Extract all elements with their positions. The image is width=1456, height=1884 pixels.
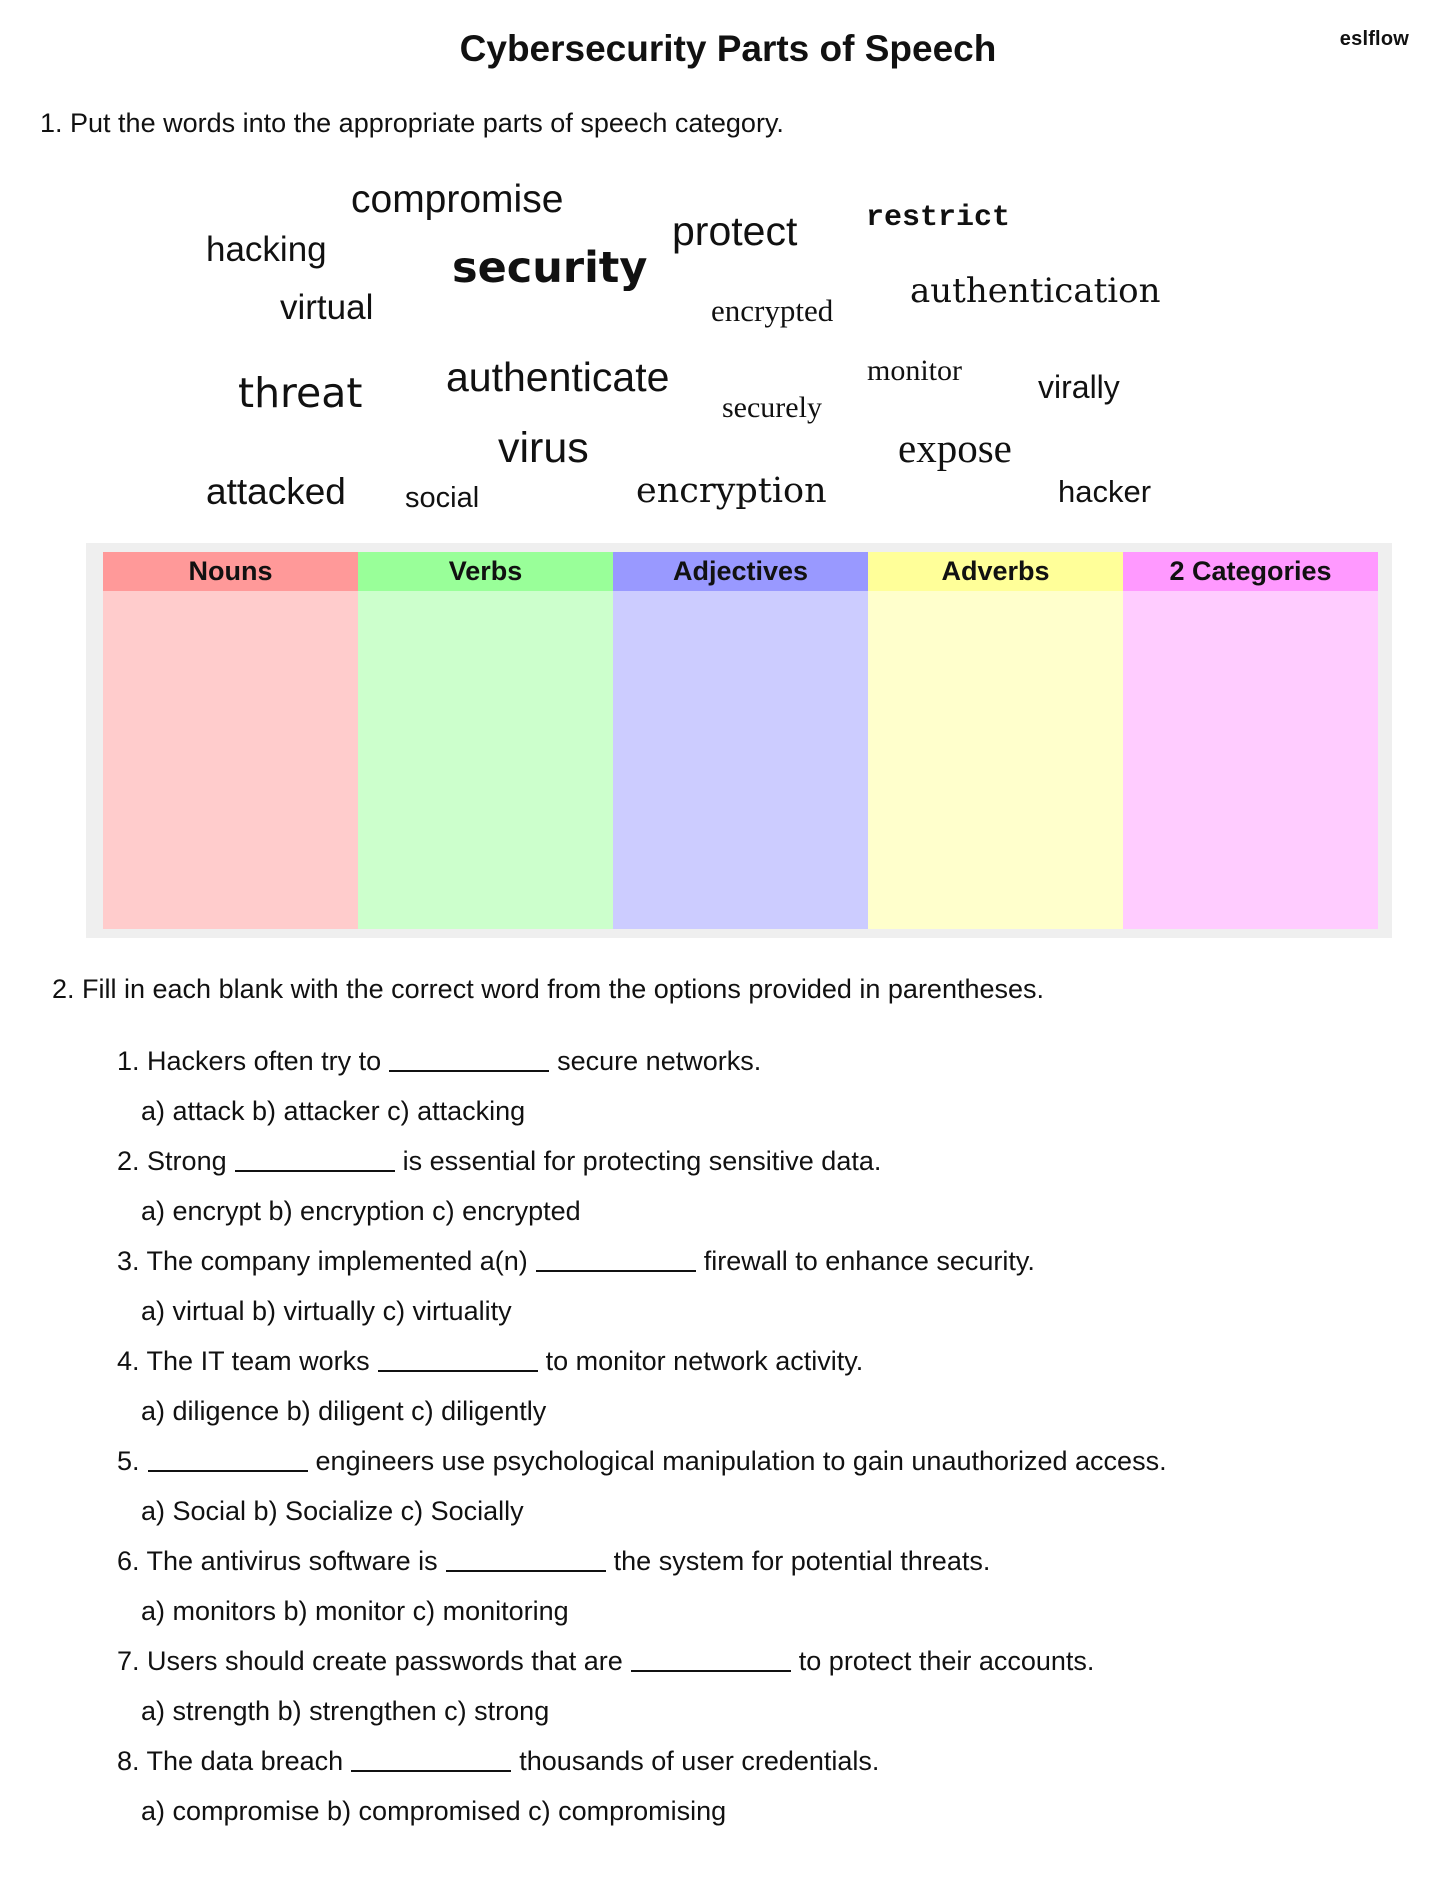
answer-blank[interactable] (378, 1346, 538, 1372)
column-header-nouns: Nouns (103, 552, 358, 591)
sentence-before: The data breach (146, 1746, 344, 1776)
answer-blank[interactable] (446, 1546, 606, 1572)
sentence-after: is essential for protecting sensitive data. (402, 1146, 882, 1176)
column-adjectives (613, 552, 868, 929)
item-number: 5. (117, 1446, 140, 1476)
word-bank-item: security (452, 243, 648, 293)
answer-blank[interactable] (235, 1146, 395, 1172)
answer-blank[interactable] (631, 1646, 791, 1672)
sentence-before: Hackers often try to (147, 1046, 382, 1076)
column-header-verbs: Verbs (358, 552, 613, 591)
answer-options: a) monitors b) monitor c) monitoring (141, 1596, 569, 1626)
word-bank-item: threat (238, 369, 363, 417)
sentence-after: firewall to enhance security. (703, 1246, 1035, 1276)
column-two-categories (1123, 552, 1378, 929)
brand-logo-text: eslflow (1339, 28, 1409, 50)
answer-options: a) encrypt b) encryption c) encrypted (141, 1196, 581, 1226)
sentence-after: to protect their accounts. (798, 1646, 1095, 1676)
column-header-adjectives: Adjectives (613, 552, 868, 591)
column-area-adverbs[interactable] (868, 591, 1123, 929)
word-bank-item: authentication (910, 271, 1161, 311)
word-bank-item: securely (722, 391, 822, 424)
item-number: 8. (117, 1746, 140, 1776)
sentence-before: Strong (147, 1146, 227, 1176)
answer-options: a) virtual b) virtually c) virtuality (141, 1296, 512, 1326)
answer-options: a) diligence b) diligent c) diligently (141, 1396, 547, 1426)
page-title: Cybersecurity Parts of Speech (459, 28, 997, 69)
answer-blank[interactable] (536, 1246, 696, 1272)
parts-of-speech-table (86, 543, 1392, 938)
column-header-two-categories: 2 Categories (1123, 552, 1378, 591)
item-number: 3. (117, 1246, 140, 1276)
word-bank-item: expose (898, 425, 1012, 471)
answer-options: a) compromise b) compromised c) compromising (141, 1796, 727, 1826)
answer-blank[interactable] (389, 1046, 549, 1072)
word-bank-item: social (405, 482, 480, 514)
answer-blank[interactable] (351, 1746, 511, 1772)
sentence-after: thousands of user credentials. (519, 1746, 880, 1776)
sentence-before: The IT team works (146, 1346, 370, 1376)
word-bank-item: virus (498, 424, 589, 472)
word-bank-item: protect (672, 208, 798, 254)
column-verbs (358, 552, 613, 929)
sentence-after: to monitor network activity. (545, 1346, 864, 1376)
column-area-two-categories[interactable] (1123, 591, 1378, 929)
word-bank-item: authenticate (446, 354, 670, 400)
sentence-before: The company implemented a(n) (146, 1246, 528, 1276)
sentence-after: the system for potential threats. (613, 1546, 991, 1576)
word-bank-item: compromise (351, 178, 564, 221)
item-number: 7. (117, 1646, 140, 1676)
sentence-before: The antivirus software is (146, 1546, 438, 1576)
column-adverbs (868, 552, 1123, 929)
section2-instruction: 2. Fill in each blank with the correct word from the options provided in parentheses. (52, 974, 1045, 1004)
item-number: 4. (117, 1346, 140, 1376)
word-bank-item: hacking (206, 230, 327, 269)
word-bank-item: restrict (866, 201, 1011, 235)
sentence-after: secure networks. (557, 1046, 762, 1076)
item-number: 6. (117, 1546, 140, 1576)
sentence-before: Users should create passwords that are (147, 1646, 623, 1676)
sentence-after: engineers use psychological manipulation to gain unauthorized access. (315, 1446, 1167, 1476)
word-bank-item: encryption (636, 471, 827, 511)
column-nouns (103, 552, 358, 929)
answer-options: a) attack b) attacker c) attacking (141, 1096, 526, 1126)
word-bank-item: encrypted (711, 293, 834, 328)
word-bank-item: monitor (867, 354, 962, 387)
column-area-nouns[interactable] (103, 591, 358, 929)
word-bank-item: virally (1038, 369, 1120, 405)
section1-instruction: 1. Put the words into the appropriate parts of speech category. (40, 108, 784, 138)
word-bank-item: hacker (1058, 474, 1152, 509)
word-bank-item: attacked (206, 471, 346, 512)
column-area-verbs[interactable] (358, 591, 613, 929)
item-number: 2. (117, 1146, 140, 1176)
item-number: 1. (117, 1046, 140, 1076)
answer-options: a) strength b) strengthen c) strong (141, 1696, 550, 1726)
answer-blank[interactable] (148, 1446, 308, 1472)
column-area-adjectives[interactable] (613, 591, 868, 929)
answer-options: a) Social b) Socialize c) Socially (141, 1496, 524, 1526)
column-header-adverbs: Adverbs (868, 552, 1123, 591)
word-bank-item: virtual (280, 288, 374, 327)
